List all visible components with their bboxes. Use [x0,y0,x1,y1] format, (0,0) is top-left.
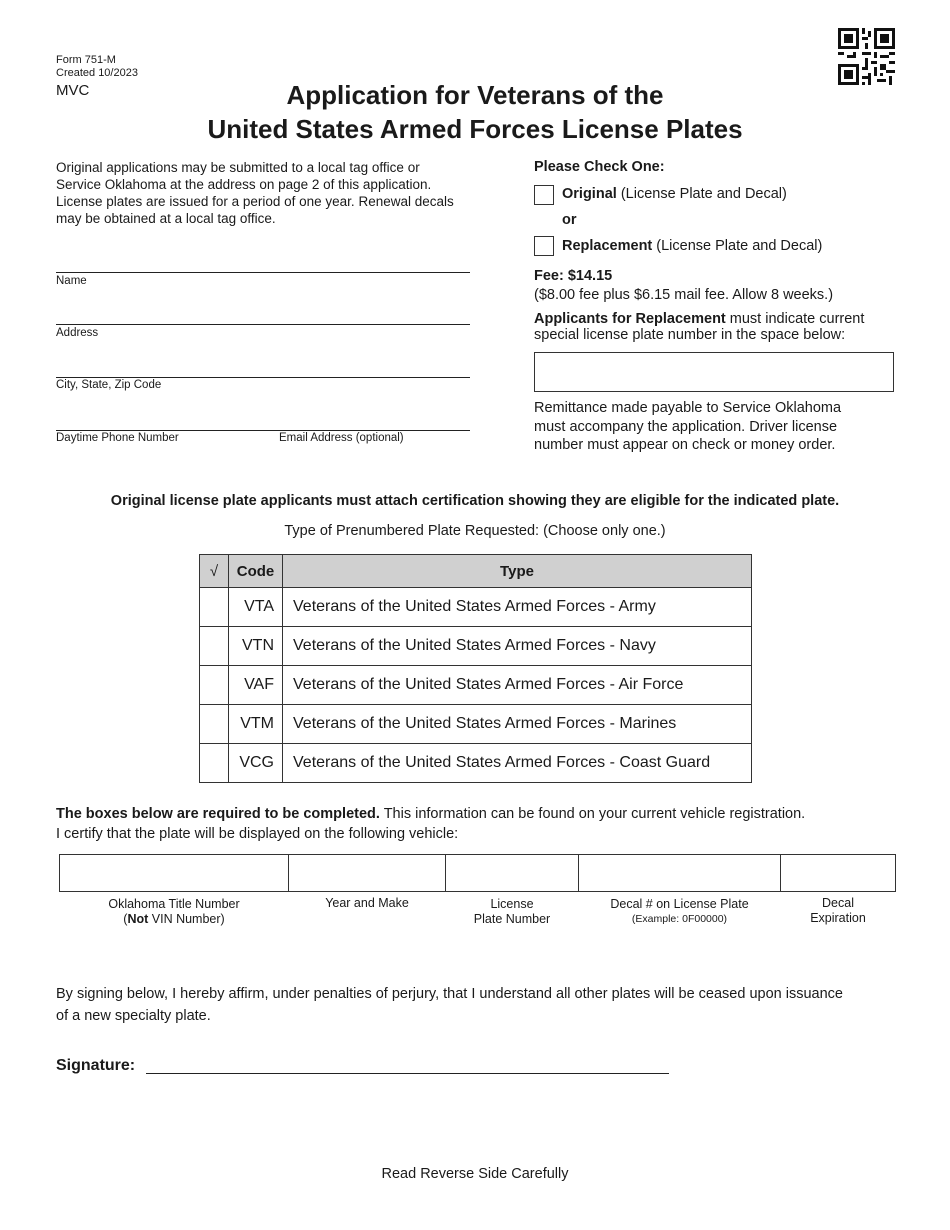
original-checkbox[interactable] [534,185,554,205]
city-state-zip-field[interactable] [56,377,470,378]
replacement-checkbox[interactable] [534,236,554,256]
intro-paragraph: Original applications may be submitted to a local tag office or Service Oklahoma at the address on page 2 of this application. License plates are issued for a period of one year. Renewal decals may be obtained at a local tag office. [56,160,454,226]
vehicle-required-note: The boxes below are required to be completed. This information can be found on your current vehicle registration. [56,806,806,822]
plate-select-cell[interactable] [200,588,229,627]
remittance-note: Remittance made payable to Service Oklahoma must accompany the application. Driver license number must appear on check or money order. [534,400,842,453]
plate-type: Veterans of the United States Armed Forces - Army [283,588,752,627]
plate-select-cell[interactable] [200,627,229,666]
certification-notice: Original license plate applicants must attach certification showing they are eligible for the indicated plate. [110,493,840,509]
table-row [200,666,752,705]
fee-detail: ($8.00 fee plus $6.15 mail fee. Allow 8 weeks.) [534,287,834,303]
title-number-input[interactable] [59,854,289,892]
original-option-label: Original (License Plate and Decal) [562,186,787,202]
replacement-option-label: Replacement (License Plate and Decal) [562,238,823,254]
table-row [200,588,752,627]
email-label: Email Address (optional) [279,432,404,444]
plate-type: Veterans of the United States Armed Forces - Air Force [283,666,752,705]
check-one-heading: Please Check One: [534,159,665,175]
plate-code: VTN [229,627,283,666]
created-date: Created 10/2023 [56,67,138,79]
footer-note: Read Reverse Side Carefully [381,1166,569,1182]
page-title-line-1: Application for Veterans of the [286,80,664,110]
plate-code: VAF [229,666,283,705]
license-plate-label: License Plate Number [473,897,551,926]
plate-type: Veterans of the United States Armed Forces - Marines [283,705,752,744]
plate-type: Veterans of the United States Armed Forces - Coast Guard [283,744,752,783]
plate-type-table [199,554,752,783]
plate-type: Veterans of the United States Armed Forces - Navy [283,627,752,666]
check-column-header: √ [200,555,229,588]
vehicle-certify-text: I certify that the plate will be displayed on the following vehicle: [56,826,459,842]
plate-code: VTM [229,705,283,744]
code-column-header: Code [229,555,283,588]
decal-expiration-label: Decal Expiration [810,896,866,925]
phone-email-field[interactable] [56,430,470,431]
plate-code: VTA [229,588,283,627]
qr-code-icon [838,28,895,85]
or-label: or [562,212,577,228]
table-row [200,627,752,666]
year-make-input[interactable] [288,854,446,892]
plate-select-cell[interactable] [200,666,229,705]
division-code: MVC [56,82,90,99]
address-field[interactable] [56,324,470,325]
year-make-label: Year and Make [325,896,409,910]
name-label: Name [56,275,87,287]
table-header-row [200,555,752,588]
name-field[interactable] [56,272,470,273]
affirmation-text: By signing below, I hereby affirm, under penalties of perjury, that I understand all other plates will be ceased upon issuance of a new specialty plate. [56,986,843,1024]
form-number: Form 751-M [56,54,116,66]
license-plate-number-input[interactable] [445,854,579,892]
title-number-label: Oklahoma Title Number (Not VIN Number) [108,897,240,926]
type-column-header: Type [283,555,752,588]
replacement-note: Applicants for Replacement must indicate current special license plate number in the space below: [534,311,865,343]
plate-select-cell[interactable] [200,705,229,744]
table-row [200,744,752,783]
plate-code: VCG [229,744,283,783]
signature-line[interactable] [146,1073,669,1074]
table-row [200,705,752,744]
decal-number-label: Decal # on License Plate (Example: 0F00000) [610,897,749,925]
fee-amount: Fee: $14.15 [534,268,613,284]
page-title-line-2: United States Armed Forces License Plates [207,114,743,144]
decal-expiration-input[interactable] [780,854,896,892]
city-state-zip-label: City, State, Zip Code [56,379,162,391]
plate-type-prompt: Type of Prenumbered Plate Requested: (Choose only one.) [284,523,666,539]
current-plate-number-input[interactable] [534,352,894,392]
decal-number-input[interactable] [578,854,781,892]
signature-label: Signature: [56,1057,136,1074]
plate-select-cell[interactable] [200,744,229,783]
phone-label: Daytime Phone Number [56,432,179,444]
address-label: Address [56,327,99,339]
